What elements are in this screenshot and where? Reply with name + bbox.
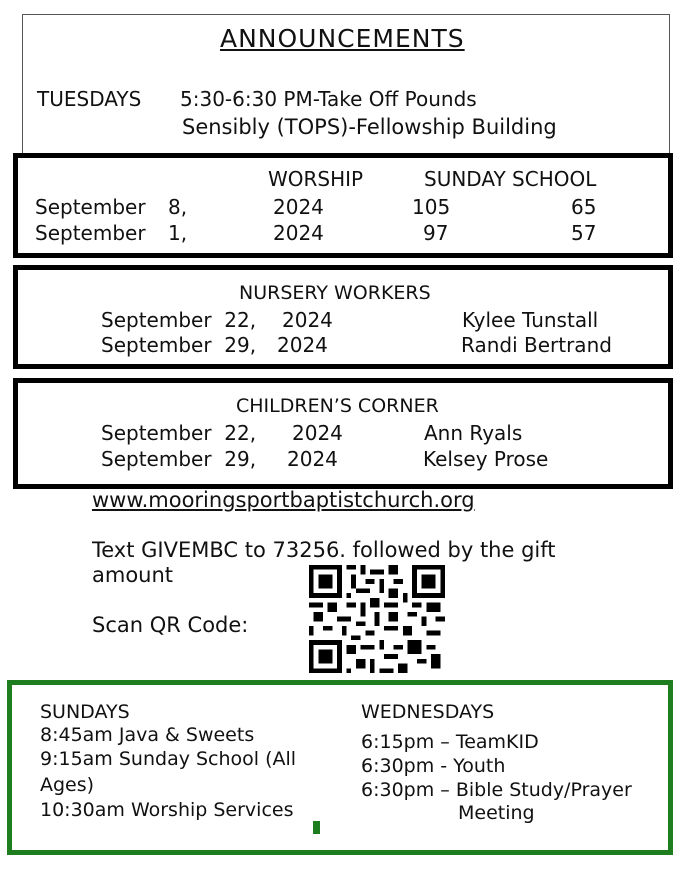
sundays-item: Ages) bbox=[40, 774, 95, 796]
attendance-row-year: 2024 bbox=[273, 195, 324, 219]
attendance-row-worship: 97 bbox=[423, 221, 449, 245]
childrens-row-date: September 29, bbox=[101, 447, 257, 471]
attendance-row-day: 1, bbox=[168, 221, 188, 245]
childrens-corner-title: CHILDREN’S CORNER bbox=[236, 395, 439, 417]
sundays-item: 8:45am Java & Sweets bbox=[40, 724, 255, 746]
nursery-row-date: September 29, bbox=[101, 333, 257, 357]
announcements-title: ANNOUNCEMENTS bbox=[220, 24, 465, 53]
nursery-row-name: Kylee Tunstall bbox=[462, 308, 599, 332]
nursery-row-name: Randi Bertrand bbox=[461, 333, 612, 357]
attendance-row-day: 8, bbox=[168, 195, 188, 219]
attendance-row-year: 2024 bbox=[273, 221, 324, 245]
text-give-line2: amount bbox=[92, 563, 174, 587]
tuesdays-event-line1: 5:30-6:30 PM-Take Off Pounds bbox=[180, 87, 477, 111]
nursery-row-year: 2024 bbox=[282, 308, 333, 332]
tuesdays-label: TUESDAYS bbox=[37, 87, 142, 111]
nursery-title: NURSERY WORKERS bbox=[239, 282, 431, 304]
attendance-row-month: September bbox=[35, 221, 146, 245]
wednesdays-item: 6:30pm – Bible Study/Prayer bbox=[361, 779, 632, 801]
attendance-row-month: September bbox=[35, 195, 146, 219]
qr-code[interactable] bbox=[308, 565, 446, 673]
wednesdays-item: 6:15pm – TeamKID bbox=[361, 731, 539, 753]
header-sunday-school: SUNDAY SCHOOL bbox=[424, 167, 597, 191]
header-worship: WORSHIP bbox=[268, 167, 364, 191]
childrens-row-year: 2024 bbox=[292, 421, 343, 445]
nursery-row-date: September 22, bbox=[101, 308, 257, 332]
attendance-row-sunday-school: 57 bbox=[571, 221, 597, 245]
attendance-row-sunday-school: 65 bbox=[571, 195, 597, 219]
church-website-link[interactable]: www.mooringsportbaptistchurch.org bbox=[92, 488, 475, 512]
sundays-item: 10:30am Worship Services bbox=[40, 799, 294, 821]
tuesdays-event-line2: Sensibly (TOPS)-Fellowship Building bbox=[182, 115, 557, 139]
sundays-item: 9:15am Sunday School (All bbox=[40, 748, 297, 770]
text-give-line1: Text GIVEMBC to 73256. followed by the gift bbox=[92, 538, 556, 562]
childrens-row-name: Ann Ryals bbox=[424, 421, 523, 445]
wednesdays-item: 6:30pm - Youth bbox=[361, 755, 506, 777]
childrens-row-year: 2024 bbox=[287, 447, 338, 471]
sundays-title: SUNDAYS bbox=[40, 701, 130, 723]
scan-qr-label: Scan QR Code: bbox=[92, 613, 249, 637]
wednesdays-item: Meeting bbox=[458, 802, 535, 824]
childrens-row-name: Kelsey Prose bbox=[423, 447, 549, 471]
childrens-row-date: September 22, bbox=[101, 421, 257, 445]
green-mark bbox=[313, 821, 320, 834]
wednesdays-title: WEDNESDAYS bbox=[361, 701, 495, 723]
nursery-row-year: 2024 bbox=[277, 333, 328, 357]
attendance-row-worship: 105 bbox=[412, 195, 451, 219]
